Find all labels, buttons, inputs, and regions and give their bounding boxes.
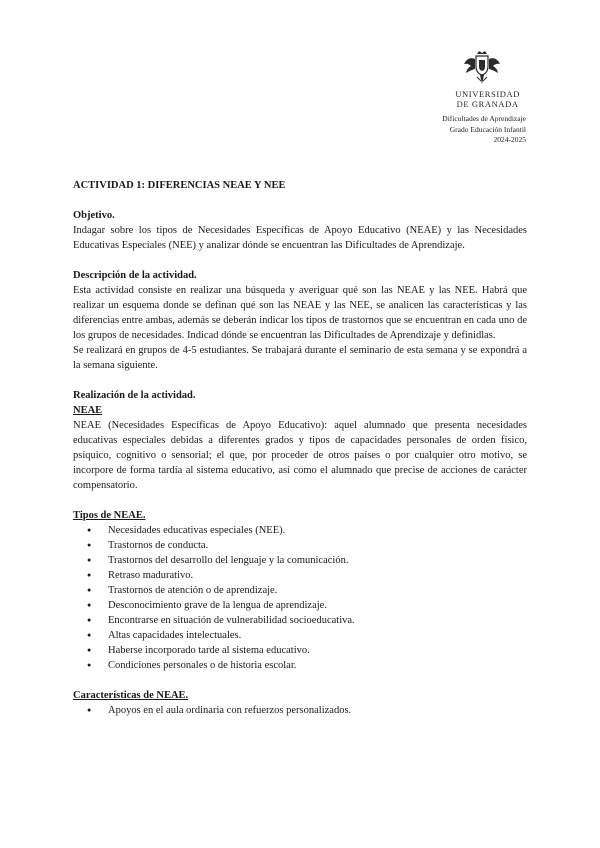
list-item: ● Trastornos de atención o de aprendizaje. [73, 583, 527, 598]
list-item: ● Encontrarse en situación de vulnerabilidad socioeducativa. [73, 613, 527, 628]
list-item: ● Altas capacidades intelectuales. [73, 628, 527, 643]
academic-year: 2024-2025 [493, 135, 526, 144]
neae-types-list [73, 523, 527, 673]
list-item: ● Trastornos de conducta. [73, 538, 527, 553]
description-group-text: Se realizará en grupos de 4-5 estudiantes. Se trabajará durante el seminario de esta semana y se expondrá a la semana siguiente. [73, 345, 527, 371]
list-item: ● Desconocimiento grave de la lengua de aprendizaje. [73, 598, 527, 613]
activity-title: ACTIVIDAD 1: DIFERENCIAS NEAE Y NEE [73, 180, 286, 191]
neae-characteristics-list [73, 703, 527, 718]
university-crest-icon [462, 50, 502, 86]
university-name-line2: DE GRANADA [456, 99, 519, 109]
objective-text: Indagar sobre los tipos de Necesidades Específicas de Apoyo Educativo (NEAE) y las Necesidades Educativas Especiales (NEE) y analizar dónde se encuentran las Dificultades de Aprendizaje. [73, 225, 527, 251]
list-item: ● Haberse incorporado tarde al sistema educativo. [73, 643, 527, 658]
objective-heading: Objetivo. [73, 210, 115, 221]
list-item: ● Retraso madurativo. [73, 568, 527, 583]
subject-name: Dificultades de Aprendizaje [442, 114, 526, 123]
realization-heading: Realización de la actividad. [73, 390, 196, 401]
list-item: ● Apoyos en el aula ordinaria con refuerzos personalizados. [73, 703, 527, 718]
list-item: ● Necesidades educativas especiales (NEE). [73, 523, 527, 538]
degree-name: Grado Educación Infantil [449, 124, 526, 134]
university-name [455, 89, 520, 109]
neae-definition: NEAE (Necesidades Específicas de Apoyo Educativo): aquel alumnado que presenta necesidades educativas especiales debidas a diferentes grados y tipos de capacidades personales de orden físico, psíquico, cognitivo o sensorial; el que, por proceder de otros países o por cualquier otro motivo, se incorpore de forma tardía al sistema educativo, así como el alumnado que precise de acciones de carácter compensatorio. [73, 420, 527, 491]
list-item: ● Trastornos del desarrollo del lenguaje y la comunicación. [73, 553, 527, 568]
description-text: Esta actividad consiste en realizar una búsqueda y averiguar qué son las NEAE y las NEE. Habrá que realizar un esquema donde se definan qué son las NEAE y las NEE, se analicen las características y las diferencias entre ambas, además se deberán indicar los tipos de trastornos que se encuentran en cada uno de los grupos de necesidades. Indicad dónde se encuentran las Dificultades de Aprendizaje y definidlas. [73, 285, 527, 341]
neae-types-heading: Tipos de NEAE. [73, 510, 146, 521]
university-name-line1: UNIVERSIDAD [455, 89, 520, 99]
course-info [442, 114, 526, 146]
list-item: ● Condiciones personales o de historia escolar. [73, 658, 527, 673]
neae-characteristics-heading: Características de NEAE. [73, 690, 189, 701]
document-body [73, 178, 527, 718]
description-heading: Descripción de la actividad. [73, 270, 197, 281]
neae-subheading: NEAE [73, 405, 103, 416]
